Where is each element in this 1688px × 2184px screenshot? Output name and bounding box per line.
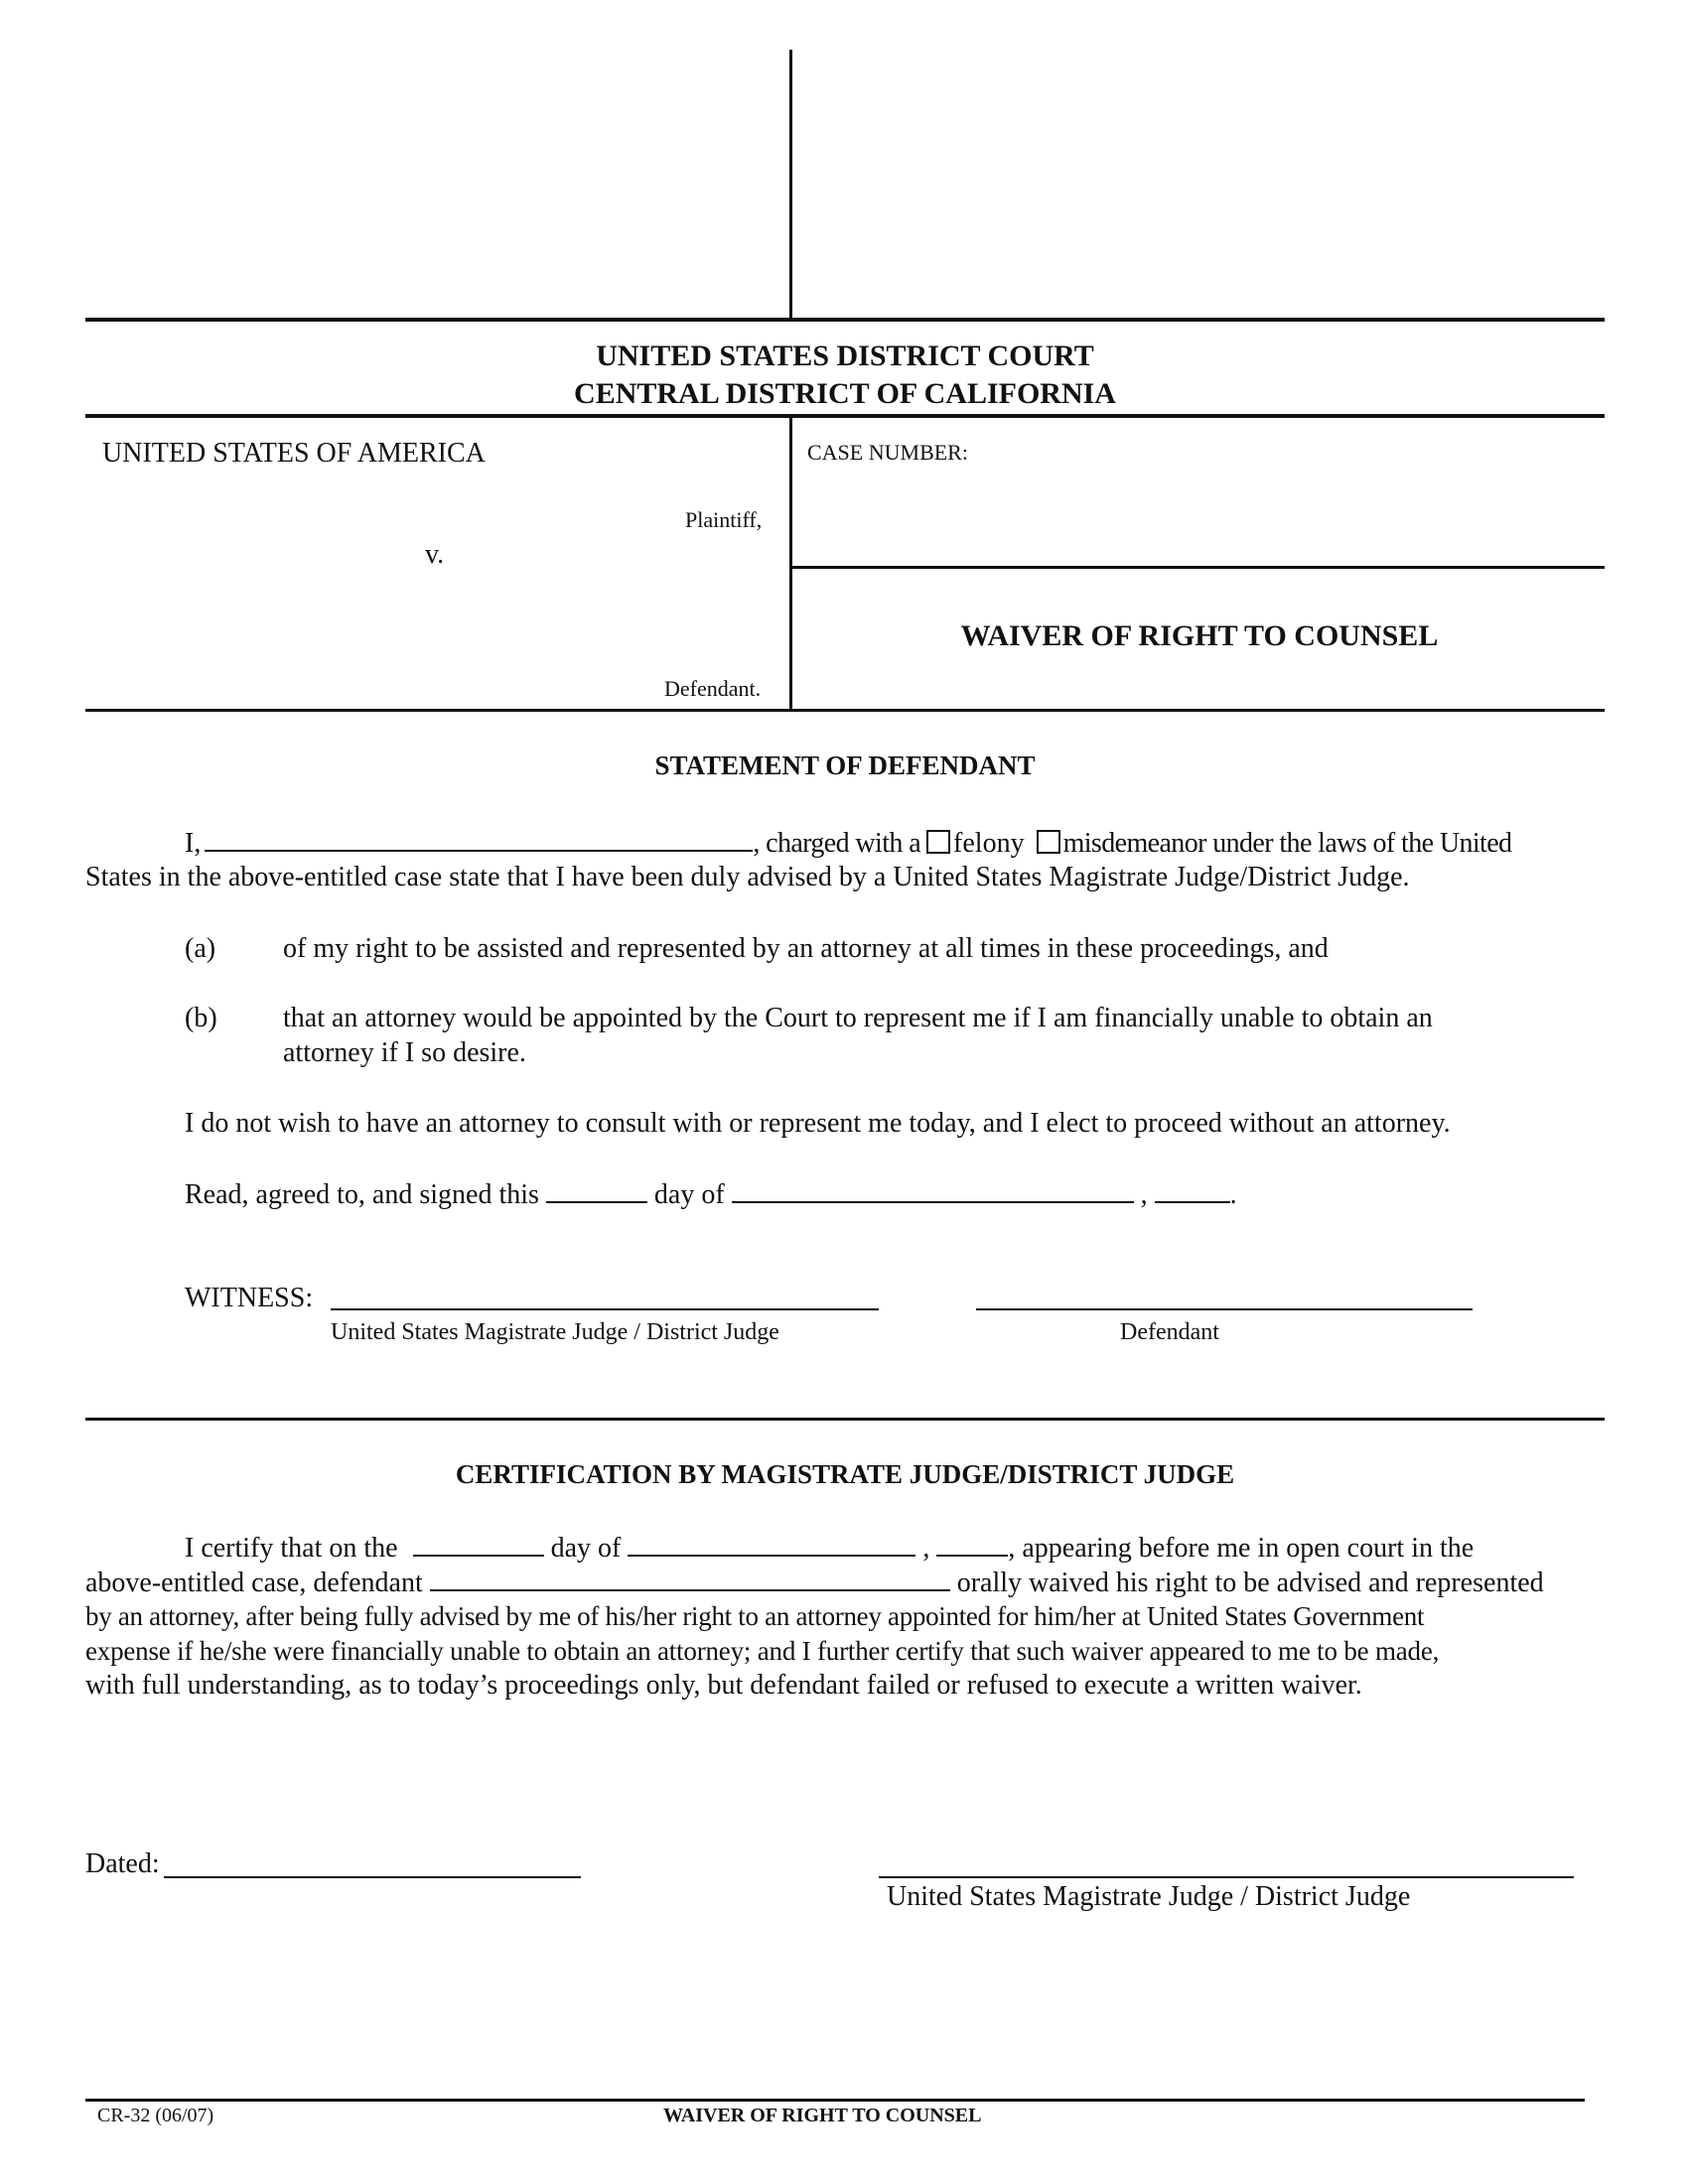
statement-intro-line1 bbox=[185, 824, 1511, 862]
judge-signature-line[interactable] bbox=[879, 1876, 1574, 1878]
signed-day-field[interactable] bbox=[546, 1175, 647, 1203]
defendant-name-field[interactable] bbox=[205, 824, 753, 852]
cert-line5: with full understanding, as to today’s proceedings only, but defendant failed or refused to execute a written waiver. bbox=[85, 1670, 1362, 1701]
signed-comma: , bbox=[1140, 1179, 1148, 1210]
plaintiff-label: Plaintiff, bbox=[685, 507, 763, 532]
cert-prefix: I certify that on the bbox=[185, 1533, 398, 1564]
witness-label: WITNESS: bbox=[185, 1283, 314, 1313]
caption-bottom-rule bbox=[85, 709, 1605, 712]
statement-title: STATEMENT OF DEFENDANT bbox=[654, 751, 1036, 780]
intro-charged: , charged with a bbox=[753, 828, 921, 859]
cert-day-field[interactable] bbox=[413, 1529, 544, 1557]
cert-line1-suffix: , appearing before me in open court in the bbox=[1008, 1533, 1475, 1564]
item-a-marker: (a) bbox=[185, 933, 216, 964]
court-header-bottom-rule bbox=[85, 414, 1605, 418]
top-box-divider bbox=[789, 50, 792, 320]
defendant-label: Defendant. bbox=[664, 676, 762, 701]
footer-form-title: WAIVER OF RIGHT TO COUNSEL bbox=[663, 2105, 982, 2126]
case-number-label: CASE NUMBER: bbox=[807, 440, 968, 465]
case-number-field[interactable] bbox=[794, 467, 1605, 566]
no-attorney-statement: I do not wish to have an attorney to consult with or represent me today, and I elect to proceed without an attorney. bbox=[185, 1108, 1451, 1139]
certification-title: CERTIFICATION BY MAGISTRATE JUDGE/DISTRICT JUDGE bbox=[455, 1459, 1235, 1489]
signed-day-of: day of bbox=[653, 1179, 725, 1210]
cert-line2-suffix: orally waived his right to be advised and represented bbox=[956, 1568, 1544, 1598]
misdemeanor-label: misdemeanor under the laws of the United bbox=[1062, 828, 1512, 859]
misdemeanor-checkbox[interactable] bbox=[1037, 830, 1060, 854]
case-number-rule bbox=[792, 566, 1605, 569]
judge-caption: United States Magistrate Judge / District Judge bbox=[887, 1881, 1411, 1912]
certification-rule bbox=[85, 1418, 1605, 1421]
cert-line2 bbox=[85, 1564, 1544, 1601]
court-name: UNITED STATES DISTRICT COURT bbox=[596, 340, 1094, 372]
cert-line4: expense if he/she were financially unable to obtain an attorney; and I further certify that such waiver appeared to me to be made, bbox=[85, 1636, 1440, 1666]
cert-line3: by an attorney, after being fully advised by me of his/her right to an attorney appointed for him/her at United States Government bbox=[85, 1601, 1425, 1631]
defendant-signature-line[interactable] bbox=[976, 1308, 1473, 1310]
felony-checkbox[interactable] bbox=[926, 830, 950, 854]
footer-form-number: CR-32 (06/07) bbox=[97, 2105, 214, 2126]
felony-label: felony bbox=[953, 828, 1025, 859]
cert-day-of: day of bbox=[550, 1533, 622, 1564]
witness-caption: United States Magistrate Judge / District Judge bbox=[331, 1319, 779, 1345]
signed-prefix: Read, agreed to, and signed this bbox=[185, 1179, 539, 1210]
signed-line bbox=[185, 1175, 1237, 1213]
footer-rule bbox=[85, 2099, 1585, 2102]
dated-field[interactable] bbox=[164, 1876, 581, 1878]
court-header-top-rule bbox=[85, 318, 1605, 322]
form-title: WAIVER OF RIGHT TO COUNSEL bbox=[960, 619, 1439, 652]
dated-label: Dated: bbox=[85, 1848, 160, 1879]
cert-defendant-field[interactable] bbox=[430, 1564, 950, 1591]
cert-line1 bbox=[185, 1529, 1474, 1567]
intro-i: I, bbox=[185, 828, 202, 859]
cert-month-field[interactable] bbox=[628, 1529, 915, 1557]
cert-year-field[interactable] bbox=[936, 1529, 1008, 1557]
signed-period: . bbox=[1229, 1179, 1237, 1210]
item-a-text: of my right to be assisted and represented by an attorney at all times in these proceedings, and bbox=[283, 933, 1329, 964]
signed-month-field[interactable] bbox=[732, 1175, 1134, 1203]
item-b-marker: (b) bbox=[185, 1003, 217, 1033]
statement-intro-line2: States in the above-entitled case state that I have been duly advised by a United States Magistrate Judge/District Judge. bbox=[85, 862, 1410, 892]
item-b-line2: attorney if I so desire. bbox=[283, 1037, 526, 1068]
caption-divider bbox=[789, 417, 792, 711]
defendant-caption: Defendant bbox=[1120, 1319, 1219, 1345]
court-district: CENTRAL DISTRICT OF CALIFORNIA bbox=[574, 377, 1116, 410]
versus-label: v. bbox=[425, 539, 445, 570]
item-b-line1: that an attorney would be appointed by the Court to represent me if I am financially unable to obtain an bbox=[283, 1003, 1433, 1033]
witness-signature-line[interactable] bbox=[331, 1308, 879, 1310]
signed-year-field[interactable] bbox=[1155, 1175, 1230, 1203]
cert-line2-prefix: above-entitled case, defendant bbox=[85, 1568, 423, 1598]
plaintiff-name: UNITED STATES OF AMERICA bbox=[102, 438, 486, 469]
cert-comma: , bbox=[922, 1533, 930, 1564]
